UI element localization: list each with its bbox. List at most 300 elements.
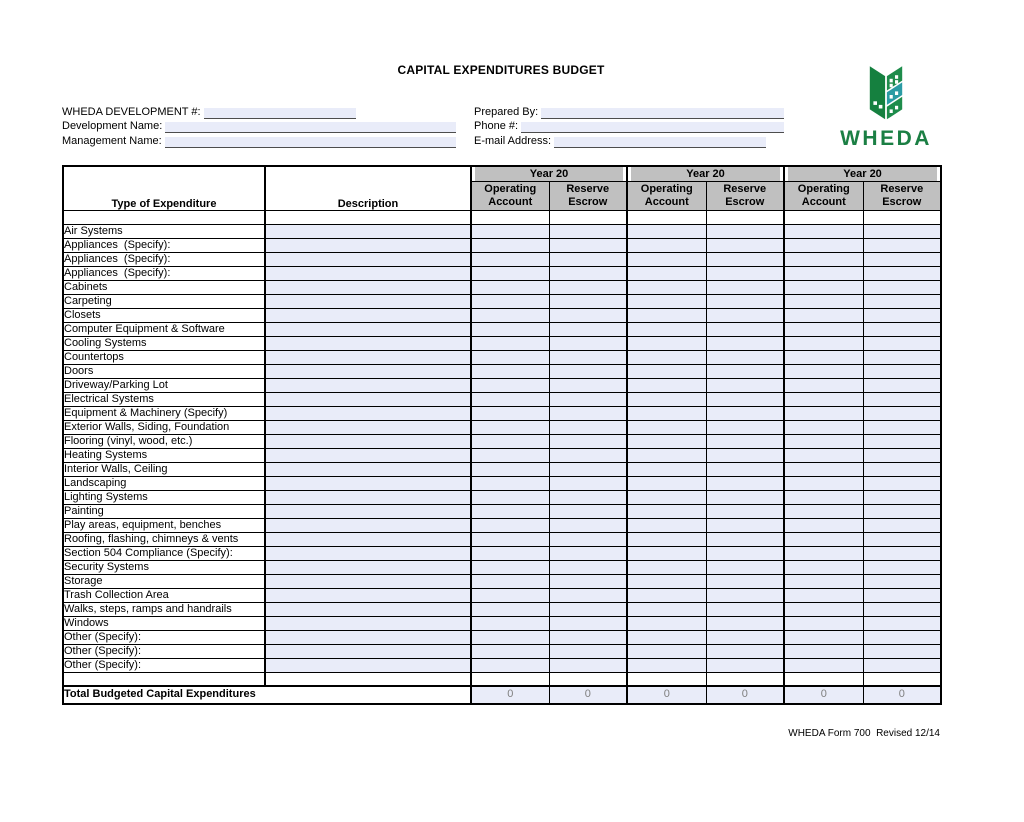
operating-account-cell-y3[interactable] <box>784 560 863 574</box>
development-name-label: Development Name: <box>62 120 163 133</box>
reserve-escrow-header-1: Reserve Escrow <box>549 182 627 211</box>
description-cell[interactable] <box>265 406 471 420</box>
operating-account-cell-y1[interactable] <box>471 224 549 238</box>
description-cell[interactable] <box>265 616 471 630</box>
operating-account-cell-y2[interactable] <box>627 406 706 420</box>
operating-account-cell-y3[interactable] <box>784 462 863 476</box>
description-cell[interactable] <box>265 266 471 280</box>
reserve-escrow-cell-y2[interactable] <box>706 308 784 322</box>
reserve-escrow-cell-y3[interactable] <box>863 574 941 588</box>
operating-account-cell-y1[interactable] <box>471 448 549 462</box>
operating-account-cell-y1[interactable] <box>471 238 549 252</box>
management-name-field[interactable] <box>165 137 456 148</box>
capital-expenditures-table <box>62 165 942 705</box>
operating-account-cell-y2[interactable] <box>627 238 706 252</box>
operating-account-cell-y1[interactable] <box>471 420 549 434</box>
operating-account-cell-y3[interactable] <box>784 294 863 308</box>
reserve-escrow-cell-y3[interactable] <box>863 462 941 476</box>
reserve-escrow-cell-y2[interactable] <box>706 462 784 476</box>
operating-account-cell-y2[interactable] <box>627 392 706 406</box>
reserve-escrow-cell-y2[interactable] <box>706 532 784 546</box>
reserve-escrow-cell-y2[interactable] <box>706 504 784 518</box>
description-cell[interactable] <box>265 560 471 574</box>
description-cell[interactable] <box>265 252 471 266</box>
operating-account-cell-y1[interactable] <box>471 462 549 476</box>
operating-account-cell-y3[interactable] <box>784 420 863 434</box>
reserve-escrow-cell-y3[interactable] <box>863 308 941 322</box>
reserve-escrow-cell-y3[interactable] <box>863 364 941 378</box>
expenditure-row <box>63 504 941 518</box>
reserve-escrow-cell-y1[interactable] <box>549 602 627 616</box>
year-20-header-1: Year 20 <box>471 166 627 182</box>
wheda-development-number-field[interactable] <box>204 108 356 119</box>
operating-account-cell-y3[interactable] <box>784 518 863 532</box>
expenditure-type-label: Walks, steps, ramps and handrails <box>63 602 265 616</box>
wheda-logo-text: WHEDA <box>840 127 932 150</box>
operating-account-cell-y3[interactable] <box>784 434 863 448</box>
operating-account-cell-y1[interactable] <box>471 658 549 672</box>
expenditure-type-label: Appliances (Specify): <box>63 252 265 266</box>
reserve-escrow-cell-y3[interactable] <box>863 504 941 518</box>
description-cell[interactable] <box>265 504 471 518</box>
operating-account-cell-y1[interactable] <box>471 532 549 546</box>
description-cell[interactable] <box>265 448 471 462</box>
operating-account-cell-y3[interactable] <box>784 630 863 644</box>
operating-account-cell-y2[interactable] <box>627 490 706 504</box>
reserve-escrow-cell-y1[interactable] <box>549 420 627 434</box>
operating-account-cell-y2[interactable] <box>627 504 706 518</box>
reserve-escrow-cell-y2[interactable] <box>706 378 784 392</box>
expenditure-type-label: Computer Equipment & Software <box>63 322 265 336</box>
operating-account-cell-y1[interactable] <box>471 560 549 574</box>
expenditure-row <box>63 238 941 252</box>
description-cell[interactable] <box>265 364 471 378</box>
total-reserve-2: 0 <box>706 686 784 704</box>
reserve-escrow-cell-y2[interactable] <box>706 658 784 672</box>
reserve-escrow-cell-y2[interactable] <box>706 490 784 504</box>
description-cell[interactable] <box>265 518 471 532</box>
expenditure-type-label: Landscaping <box>63 476 265 490</box>
operating-account-cell-y1[interactable] <box>471 490 549 504</box>
reserve-escrow-cell-y3[interactable] <box>863 406 941 420</box>
reserve-escrow-cell-y1[interactable] <box>549 378 627 392</box>
operating-account-cell-y2[interactable] <box>627 462 706 476</box>
expenditure-type-label: Trash Collection Area <box>63 588 265 602</box>
expenditure-row <box>63 658 941 672</box>
reserve-escrow-cell-y3[interactable] <box>863 224 941 238</box>
operating-account-cell-y1[interactable] <box>471 294 549 308</box>
operating-account-cell-y3[interactable] <box>784 532 863 546</box>
year-20-header-2: Year 20 <box>627 166 784 182</box>
expenditure-type-label: Painting <box>63 504 265 518</box>
description-cell[interactable] <box>265 336 471 350</box>
reserve-escrow-cell-y1[interactable] <box>549 588 627 602</box>
operating-account-cell-y3[interactable] <box>784 252 863 266</box>
operating-account-cell-y2[interactable] <box>627 630 706 644</box>
operating-account-cell-y3[interactable] <box>784 616 863 630</box>
operating-account-header-1: Operating Account <box>471 182 549 211</box>
reserve-escrow-cell-y3[interactable] <box>863 588 941 602</box>
reserve-escrow-cell-y1[interactable] <box>549 532 627 546</box>
reserve-escrow-cell-y1[interactable] <box>549 392 627 406</box>
reserve-escrow-cell-y2[interactable] <box>706 546 784 560</box>
reserve-escrow-cell-y2[interactable] <box>706 280 784 294</box>
expenditure-type-label: Windows <box>63 616 265 630</box>
operating-account-cell-y2[interactable] <box>627 378 706 392</box>
reserve-escrow-cell-y1[interactable] <box>549 644 627 658</box>
operating-account-cell-y3[interactable] <box>784 266 863 280</box>
operating-account-cell-y3[interactable] <box>784 476 863 490</box>
expenditure-row <box>63 420 941 434</box>
reserve-escrow-cell-y2[interactable] <box>706 588 784 602</box>
operating-account-cell-y3[interactable] <box>784 322 863 336</box>
reserve-escrow-cell-y1[interactable] <box>549 448 627 462</box>
reserve-escrow-cell-y2[interactable] <box>706 434 784 448</box>
total-row <box>63 686 941 704</box>
reserve-escrow-cell-y1[interactable] <box>549 518 627 532</box>
operating-account-cell-y1[interactable] <box>471 574 549 588</box>
reserve-escrow-cell-y2[interactable] <box>706 266 784 280</box>
description-cell[interactable] <box>265 350 471 364</box>
expenditure-row <box>63 378 941 392</box>
expenditure-type-label: Heating Systems <box>63 448 265 462</box>
reserve-escrow-cell-y3[interactable] <box>863 392 941 406</box>
operating-account-cell-y3[interactable] <box>784 378 863 392</box>
expenditure-type-label: Section 504 Compliance (Specify): <box>63 546 265 560</box>
operating-account-cell-y3[interactable] <box>784 602 863 616</box>
expenditure-row <box>63 476 941 490</box>
reserve-escrow-cell-y2[interactable] <box>706 392 784 406</box>
total-reserve-3: 0 <box>863 686 941 704</box>
reserve-escrow-cell-y1[interactable] <box>549 406 627 420</box>
operating-account-cell-y2[interactable] <box>627 602 706 616</box>
reserve-escrow-cell-y3[interactable] <box>863 378 941 392</box>
description-cell[interactable] <box>265 462 471 476</box>
operating-account-cell-y2[interactable] <box>627 280 706 294</box>
operating-account-cell-y3[interactable] <box>784 350 863 364</box>
operating-account-cell-y1[interactable] <box>471 616 549 630</box>
development-name-field[interactable] <box>165 122 456 133</box>
operating-account-cell-y2[interactable] <box>627 308 706 322</box>
operating-account-cell-y2[interactable] <box>627 322 706 336</box>
operating-account-cell-y3[interactable] <box>784 644 863 658</box>
operating-account-cell-y1[interactable] <box>471 434 549 448</box>
operating-account-cell-y2[interactable] <box>627 224 706 238</box>
expenditure-row <box>63 252 941 266</box>
operating-account-cell-y3[interactable] <box>784 546 863 560</box>
operating-account-cell-y3[interactable] <box>784 588 863 602</box>
form-footer: WHEDA Form 700 Revised 12/14 <box>788 728 940 739</box>
operating-account-cell-y2[interactable] <box>627 364 706 378</box>
phone-number-field[interactable] <box>521 122 784 133</box>
reserve-escrow-cell-y2[interactable] <box>706 224 784 238</box>
reserve-escrow-cell-y1[interactable] <box>549 616 627 630</box>
expenditure-row <box>63 308 941 322</box>
reserve-escrow-cell-y2[interactable] <box>706 252 784 266</box>
description-cell[interactable] <box>265 294 471 308</box>
operating-account-cell-y3[interactable] <box>784 504 863 518</box>
description-cell[interactable] <box>265 434 471 448</box>
reserve-escrow-cell-y1[interactable] <box>549 490 627 504</box>
expenditure-type-label: Other (Specify): <box>63 644 265 658</box>
expenditure-row <box>63 532 941 546</box>
reserve-escrow-cell-y3[interactable] <box>863 560 941 574</box>
description-cell[interactable] <box>265 280 471 294</box>
operating-account-cell-y2[interactable] <box>627 644 706 658</box>
operating-account-cell-y1[interactable] <box>471 252 549 266</box>
description-cell[interactable] <box>265 588 471 602</box>
reserve-escrow-cell-y3[interactable] <box>863 280 941 294</box>
prepared-by-row <box>474 104 784 119</box>
operating-account-cell-y3[interactable] <box>784 490 863 504</box>
reserve-escrow-cell-y1[interactable] <box>549 322 627 336</box>
reserve-escrow-cell-y2[interactable] <box>706 336 784 350</box>
separator-row <box>63 211 941 225</box>
type-of-expenditure-header: Type of Expenditure <box>63 166 265 211</box>
description-cell[interactable] <box>265 378 471 392</box>
expenditure-type-label: Storage <box>63 574 265 588</box>
description-cell[interactable] <box>265 574 471 588</box>
operating-account-cell-y2[interactable] <box>627 252 706 266</box>
expenditure-row <box>63 406 941 420</box>
operating-account-cell-y3[interactable] <box>784 308 863 322</box>
reserve-escrow-cell-y1[interactable] <box>549 280 627 294</box>
reserve-escrow-cell-y3[interactable] <box>863 434 941 448</box>
page-title: CAPITAL EXPENDITURES BUDGET <box>397 63 605 77</box>
operating-account-cell-y3[interactable] <box>784 658 863 672</box>
description-cell[interactable] <box>265 532 471 546</box>
expenditure-row <box>63 266 941 280</box>
operating-account-cell-y3[interactable] <box>784 574 863 588</box>
operating-account-cell-y1[interactable] <box>471 322 549 336</box>
expenditure-row <box>63 644 941 658</box>
reserve-escrow-cell-y3[interactable] <box>863 238 941 252</box>
operating-account-cell-y2[interactable] <box>627 546 706 560</box>
operating-account-cell-y3[interactable] <box>784 336 863 350</box>
phone-number-label: Phone #: <box>474 120 519 133</box>
operating-account-cell-y1[interactable] <box>471 630 549 644</box>
total-row-label: Total Budgeted Capital Expenditures <box>63 686 471 704</box>
reserve-escrow-cell-y1[interactable] <box>549 574 627 588</box>
reserve-escrow-cell-y1[interactable] <box>549 294 627 308</box>
reserve-escrow-cell-y1[interactable] <box>549 462 627 476</box>
reserve-escrow-cell-y2[interactable] <box>706 574 784 588</box>
operating-account-cell-y1[interactable] <box>471 350 549 364</box>
description-cell[interactable] <box>265 224 471 238</box>
operating-account-cell-y2[interactable] <box>627 294 706 308</box>
reserve-escrow-cell-y3[interactable] <box>863 546 941 560</box>
reserve-escrow-cell-y1[interactable] <box>549 504 627 518</box>
operating-account-cell-y1[interactable] <box>471 364 549 378</box>
operating-account-cell-y3[interactable] <box>784 238 863 252</box>
operating-account-cell-y2[interactable] <box>627 434 706 448</box>
operating-account-cell-y2[interactable] <box>627 588 706 602</box>
prepared-by-field[interactable] <box>541 108 784 119</box>
reserve-escrow-cell-y1[interactable] <box>549 252 627 266</box>
reserve-escrow-cell-y2[interactable] <box>706 420 784 434</box>
expenditure-type-label: Other (Specify): <box>63 658 265 672</box>
reserve-escrow-header-2: Reserve Escrow <box>706 182 784 211</box>
operating-account-cell-y1[interactable] <box>471 644 549 658</box>
description-cell[interactable] <box>265 630 471 644</box>
operating-account-cell-y3[interactable] <box>784 364 863 378</box>
operating-account-cell-y1[interactable] <box>471 476 549 490</box>
reserve-escrow-cell-y3[interactable] <box>863 630 941 644</box>
operating-account-cell-y1[interactable] <box>471 280 549 294</box>
reserve-escrow-cell-y3[interactable] <box>863 350 941 364</box>
operating-account-cell-y2[interactable] <box>627 658 706 672</box>
reserve-escrow-cell-y3[interactable] <box>863 476 941 490</box>
description-cell[interactable] <box>265 490 471 504</box>
expenditure-row <box>63 448 941 462</box>
total-reserve-1: 0 <box>549 686 627 704</box>
operating-account-cell-y1[interactable] <box>471 602 549 616</box>
reserve-escrow-cell-y3[interactable] <box>863 490 941 504</box>
reserve-escrow-cell-y2[interactable] <box>706 518 784 532</box>
reserve-escrow-cell-y2[interactable] <box>706 630 784 644</box>
expenditure-row <box>63 616 941 630</box>
email-address-label: E-mail Address: <box>474 134 552 147</box>
reserve-escrow-cell-y3[interactable] <box>863 644 941 658</box>
operating-account-cell-y3[interactable] <box>784 406 863 420</box>
reserve-escrow-cell-y2[interactable] <box>706 322 784 336</box>
operating-account-cell-y1[interactable] <box>471 392 549 406</box>
expenditure-row <box>63 294 941 308</box>
operating-account-header-3: Operating Account <box>784 182 863 211</box>
expenditure-row <box>63 630 941 644</box>
reserve-escrow-cell-y2[interactable] <box>706 406 784 420</box>
total-operating-2: 0 <box>627 686 706 704</box>
reserve-escrow-header-3: Reserve Escrow <box>863 182 941 211</box>
reserve-escrow-cell-y1[interactable] <box>549 350 627 364</box>
description-cell[interactable] <box>265 476 471 490</box>
management-name-row <box>62 133 456 148</box>
reserve-escrow-cell-y2[interactable] <box>706 602 784 616</box>
operating-account-cell-y3[interactable] <box>784 392 863 406</box>
expenditure-row <box>63 350 941 364</box>
operating-account-cell-y2[interactable] <box>627 616 706 630</box>
reserve-escrow-cell-y3[interactable] <box>863 518 941 532</box>
expenditure-type-label: Air Systems <box>63 224 265 238</box>
expenditure-type-label: Cooling Systems <box>63 336 265 350</box>
operating-account-cell-y2[interactable] <box>627 560 706 574</box>
reserve-escrow-cell-y3[interactable] <box>863 336 941 350</box>
reserve-escrow-cell-y2[interactable] <box>706 294 784 308</box>
reserve-escrow-cell-y3[interactable] <box>863 266 941 280</box>
operating-account-cell-y2[interactable] <box>627 574 706 588</box>
description-cell[interactable] <box>265 392 471 406</box>
expenditure-row <box>63 462 941 476</box>
reserve-escrow-cell-y2[interactable] <box>706 448 784 462</box>
reserve-escrow-cell-y1[interactable] <box>549 336 627 350</box>
reserve-escrow-cell-y1[interactable] <box>549 546 627 560</box>
reserve-escrow-cell-y1[interactable] <box>549 476 627 490</box>
reserve-escrow-cell-y1[interactable] <box>549 238 627 252</box>
reserve-escrow-cell-y3[interactable] <box>863 322 941 336</box>
description-cell[interactable] <box>265 322 471 336</box>
operating-account-cell-y2[interactable] <box>627 532 706 546</box>
reserve-escrow-cell-y2[interactable] <box>706 644 784 658</box>
email-address-field[interactable] <box>554 137 766 148</box>
operating-account-cell-y1[interactable] <box>471 266 549 280</box>
operating-account-cell-y1[interactable] <box>471 336 549 350</box>
reserve-escrow-cell-y3[interactable] <box>863 532 941 546</box>
reserve-escrow-cell-y3[interactable] <box>863 420 941 434</box>
reserve-escrow-cell-y1[interactable] <box>549 308 627 322</box>
operating-account-cell-y2[interactable] <box>627 448 706 462</box>
operating-account-cell-y2[interactable] <box>627 420 706 434</box>
development-name-row <box>62 119 456 134</box>
operating-account-cell-y3[interactable] <box>784 448 863 462</box>
operating-account-cell-y3[interactable] <box>784 280 863 294</box>
year-20-header-3: Year 20 <box>784 166 941 182</box>
operating-account-cell-y1[interactable] <box>471 518 549 532</box>
description-cell[interactable] <box>265 602 471 616</box>
operating-account-cell-y1[interactable] <box>471 378 549 392</box>
description-cell[interactable] <box>265 308 471 322</box>
reserve-escrow-cell-y3[interactable] <box>863 602 941 616</box>
reserve-escrow-cell-y2[interactable] <box>706 350 784 364</box>
reserve-escrow-cell-y1[interactable] <box>549 266 627 280</box>
expenditure-type-label: Play areas, equipment, benches <box>63 518 265 532</box>
right-field-group <box>474 104 784 148</box>
operating-account-cell-y2[interactable] <box>627 518 706 532</box>
reserve-escrow-cell-y1[interactable] <box>549 224 627 238</box>
description-cell[interactable] <box>265 238 471 252</box>
description-cell[interactable] <box>265 546 471 560</box>
reserve-escrow-cell-y3[interactable] <box>863 294 941 308</box>
reserve-escrow-cell-y3[interactable] <box>863 616 941 630</box>
reserve-escrow-cell-y2[interactable] <box>706 560 784 574</box>
operating-account-cell-y1[interactable] <box>471 588 549 602</box>
operating-account-cell-y1[interactable] <box>471 546 549 560</box>
expenditure-row <box>63 434 941 448</box>
reserve-escrow-cell-y2[interactable] <box>706 476 784 490</box>
expenditure-type-label: Equipment & Machinery (Specify) <box>63 406 265 420</box>
reserve-escrow-cell-y2[interactable] <box>706 238 784 252</box>
expenditure-row <box>63 546 941 560</box>
operating-account-cell-y1[interactable] <box>471 406 549 420</box>
wheda-logo <box>828 64 944 150</box>
expenditure-row <box>63 280 941 294</box>
total-operating-1: 0 <box>471 686 549 704</box>
reserve-escrow-cell-y2[interactable] <box>706 616 784 630</box>
description-cell[interactable] <box>265 658 471 672</box>
reserve-escrow-cell-y3[interactable] <box>863 448 941 462</box>
expenditure-type-label: Lighting Systems <box>63 490 265 504</box>
reserve-escrow-cell-y3[interactable] <box>863 252 941 266</box>
operating-account-cell-y2[interactable] <box>627 336 706 350</box>
operating-account-cell-y1[interactable] <box>471 308 549 322</box>
reserve-escrow-cell-y2[interactable] <box>706 364 784 378</box>
operating-account-cell-y1[interactable] <box>471 504 549 518</box>
reserve-escrow-cell-y3[interactable] <box>863 658 941 672</box>
operating-account-cell-y2[interactable] <box>627 266 706 280</box>
operating-account-cell-y2[interactable] <box>627 350 706 364</box>
operating-account-cell-y2[interactable] <box>627 476 706 490</box>
wheda-development-number-row <box>62 104 456 119</box>
reserve-escrow-cell-y1[interactable] <box>549 658 627 672</box>
operating-account-cell-y3[interactable] <box>784 224 863 238</box>
description-cell[interactable] <box>265 420 471 434</box>
reserve-escrow-cell-y1[interactable] <box>549 630 627 644</box>
expenditure-row <box>63 392 941 406</box>
reserve-escrow-cell-y1[interactable] <box>549 560 627 574</box>
description-cell[interactable] <box>265 644 471 658</box>
reserve-escrow-cell-y1[interactable] <box>549 364 627 378</box>
reserve-escrow-cell-y1[interactable] <box>549 434 627 448</box>
expenditure-type-label: Doors <box>63 364 265 378</box>
